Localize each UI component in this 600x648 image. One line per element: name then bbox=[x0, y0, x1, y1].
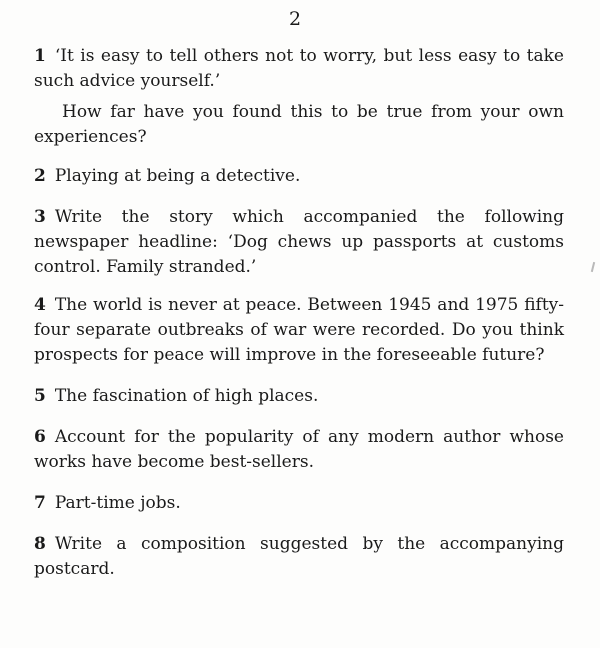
question-item bbox=[34, 425, 564, 475]
question-number: 4 bbox=[34, 295, 46, 315]
question-number: 3 bbox=[34, 207, 46, 227]
question-item bbox=[34, 44, 564, 150]
question-text: Account for the popularity of any modern author whose works have become best-sellers. bbox=[34, 427, 564, 472]
question-item bbox=[34, 532, 564, 582]
question-text: Write the story which accompanied the following newspaper headline: ‘Dog chews up passports at customs control. Family stranded.’ bbox=[34, 207, 564, 277]
question-number: 8 bbox=[34, 534, 46, 554]
question-number: 2 bbox=[34, 166, 46, 186]
question-number: 5 bbox=[34, 386, 46, 406]
page-number: 2 bbox=[288, 8, 302, 30]
question-text: The world is never at peace. Between 1945 and 1975 fifty-four separate outbreaks of war were recorded. Do you think prospects for peace will improve in the foreseeable future? bbox=[34, 295, 564, 365]
question-item bbox=[34, 384, 564, 409]
question-text: Playing at being a detective. bbox=[54, 166, 301, 186]
question-number: 1 bbox=[34, 46, 46, 66]
question-text: Part-time jobs. bbox=[54, 493, 181, 513]
question-item bbox=[34, 293, 564, 368]
question-item bbox=[34, 164, 564, 189]
question-number: 6 bbox=[34, 427, 46, 447]
question-list bbox=[34, 44, 564, 582]
question-followup: How far have you found this to be true from your own experiences? bbox=[34, 102, 564, 147]
question-text: ‘It is easy to tell others not to worry, but less easy to take such advice yourself.’ bbox=[34, 46, 564, 91]
question-number: 7 bbox=[34, 493, 46, 513]
question-item bbox=[34, 205, 564, 280]
question-text: The fascination of high places. bbox=[54, 386, 319, 406]
paper-mark bbox=[591, 262, 595, 272]
question-text: Write a composition suggested by the accompanying postcard. bbox=[34, 534, 564, 579]
question-item bbox=[34, 491, 564, 516]
